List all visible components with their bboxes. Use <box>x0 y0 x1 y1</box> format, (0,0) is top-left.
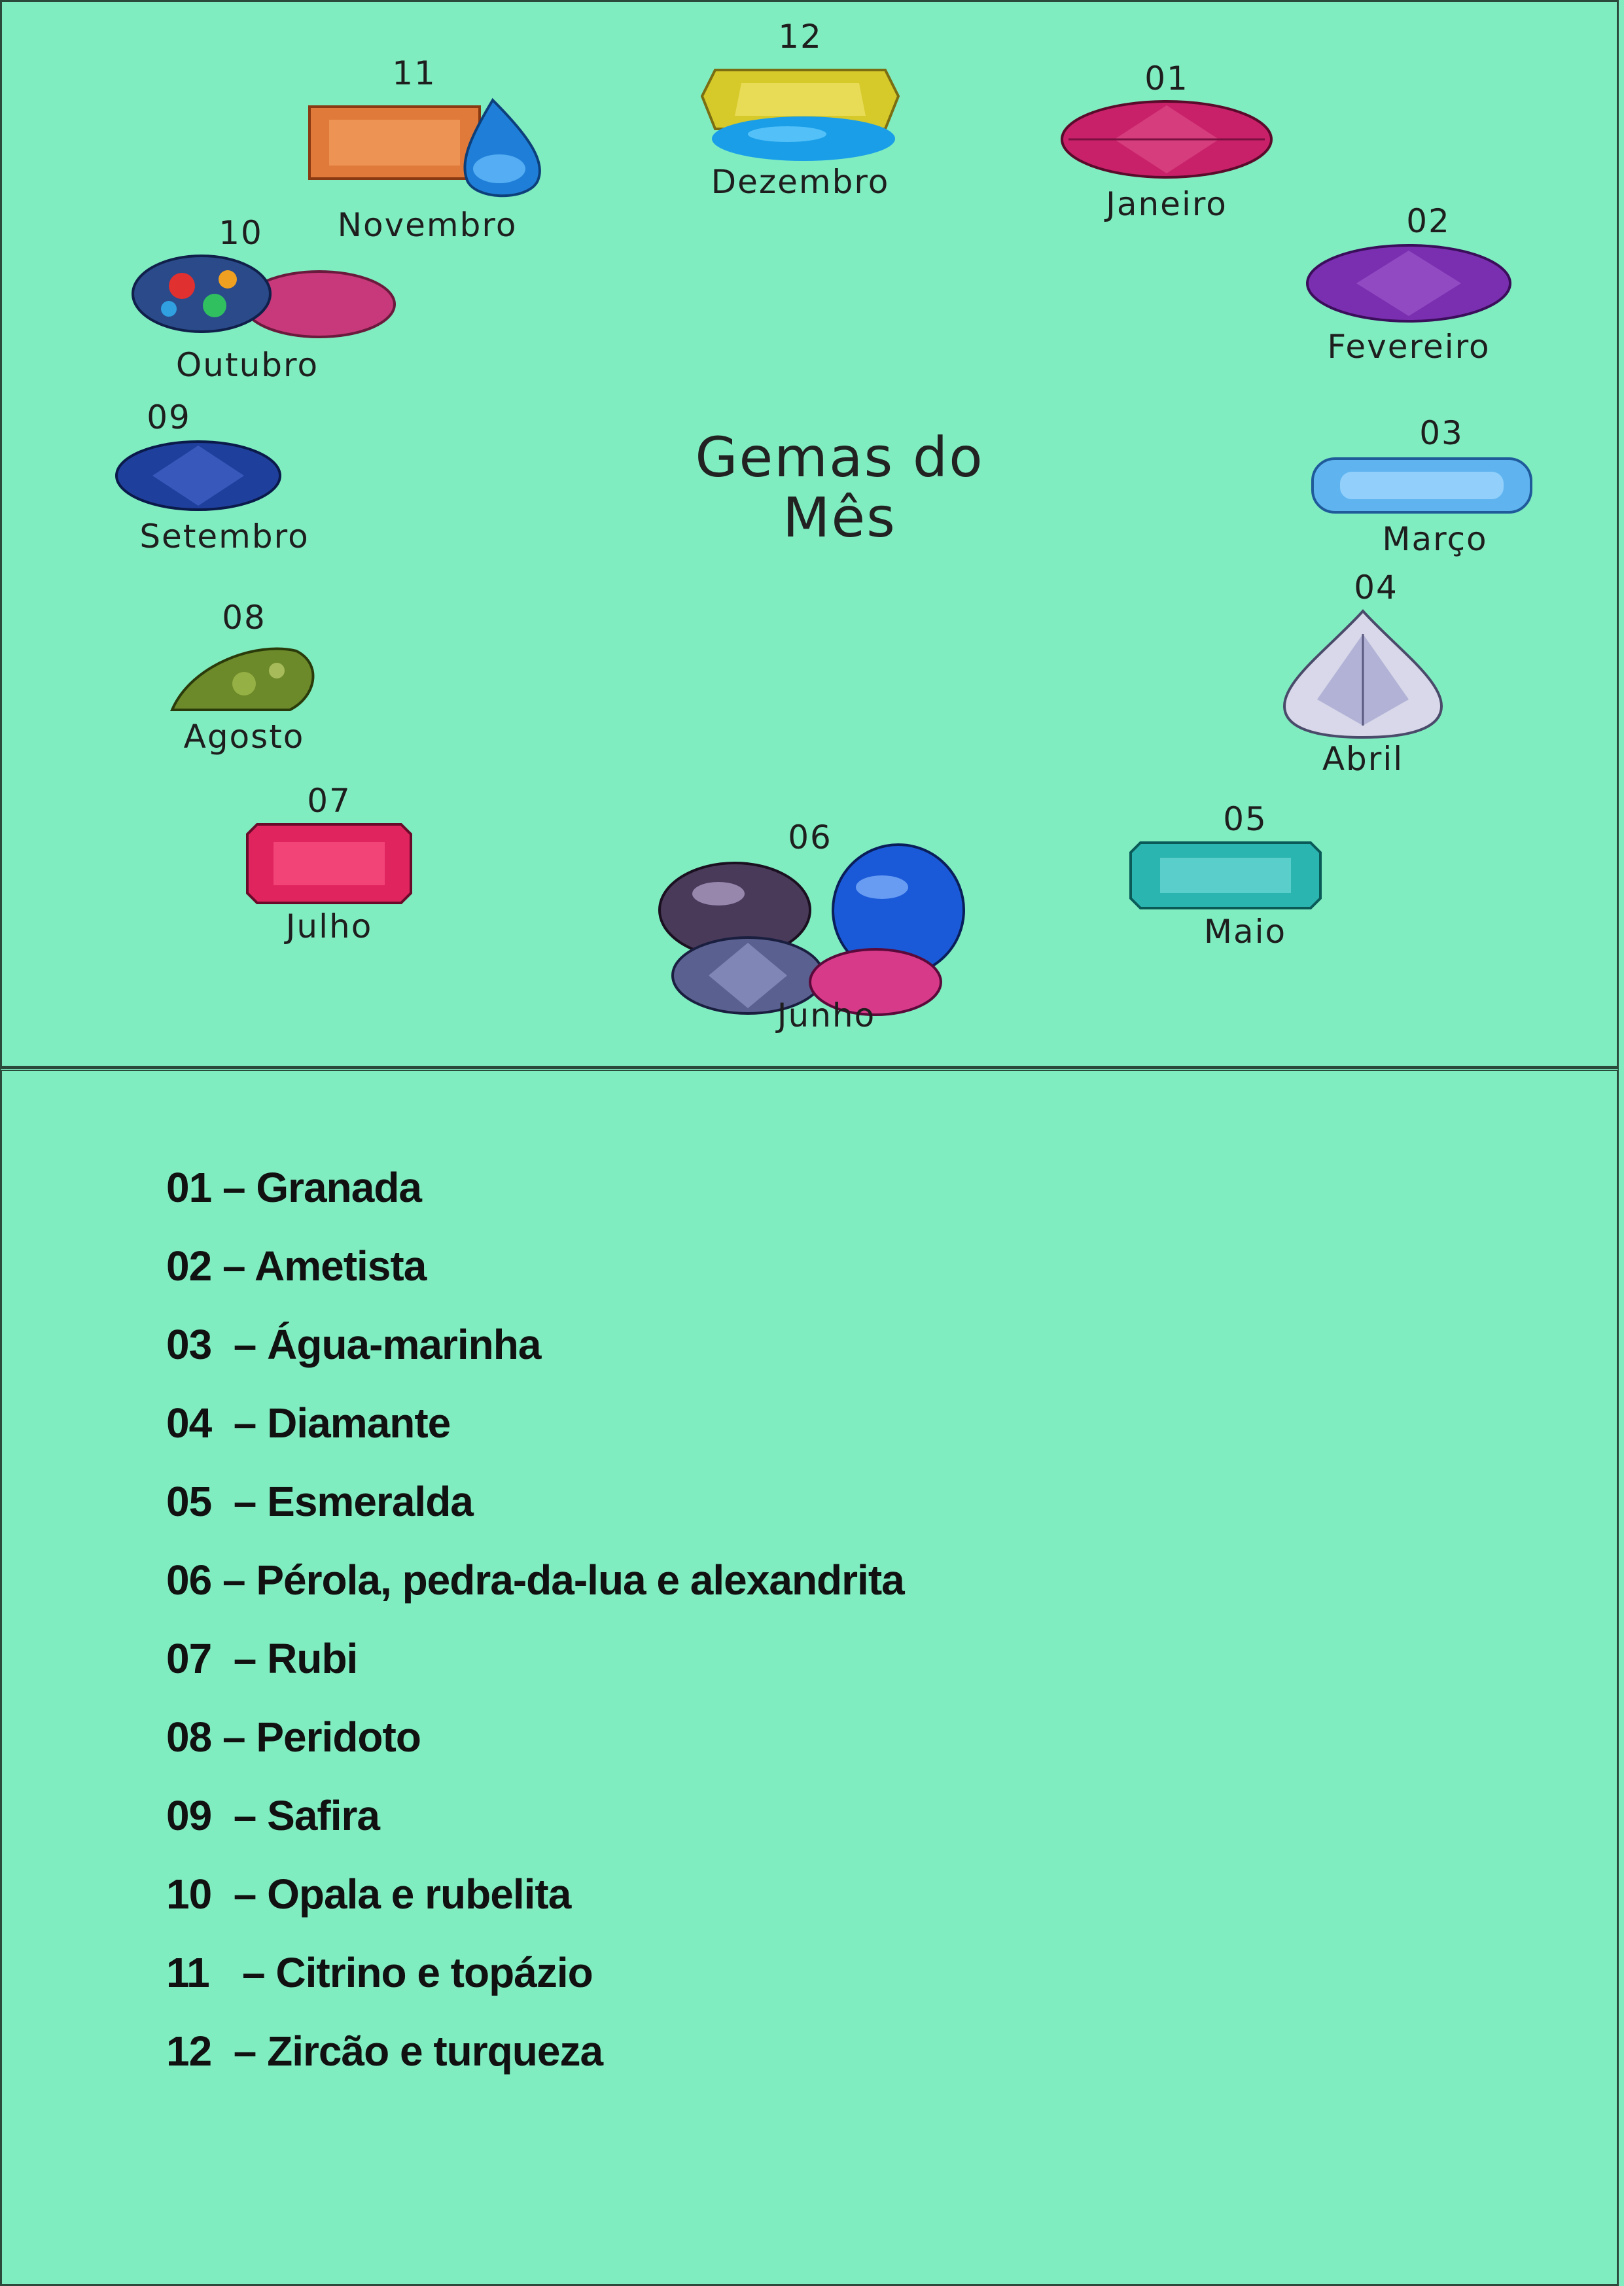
pearl-moonstone-alexandrite-gems-icon <box>656 858 970 1015</box>
month-number: 04 <box>1354 569 1398 607</box>
month-name: Junho <box>777 996 876 1034</box>
list-item: 11 – Citrino e topázio <box>166 1949 593 1996</box>
list-item: 01 – Granada <box>166 1164 421 1211</box>
citrine-topaz-gems-icon <box>303 94 552 205</box>
month-number: 01 <box>1144 60 1189 97</box>
title-line-1: Gemas do <box>695 425 984 489</box>
month-agosto <box>133 599 355 756</box>
gem-list <box>166 1148 904 2090</box>
month-number: 05 <box>1223 800 1267 838</box>
month-number: 09 <box>147 398 191 436</box>
ruby-emerald-cut-gem-icon <box>244 821 414 906</box>
emerald-cut-gem-icon <box>1127 839 1324 911</box>
title-line-2: Mês <box>783 485 896 550</box>
opal-rubellite-gems-icon <box>130 253 404 345</box>
month-name: Julho <box>285 907 373 945</box>
page-title <box>591 427 1088 548</box>
sapphire-oval-gem-icon <box>113 438 296 516</box>
list-item: 03 – Água-marinha <box>166 1321 541 1368</box>
month-abril <box>1258 569 1468 778</box>
aquamarine-cushion-gem-icon <box>1307 453 1536 519</box>
gem-chart-panel <box>0 0 1619 1068</box>
month-name: Março <box>1382 520 1488 558</box>
month-number: 08 <box>222 599 266 637</box>
zircon-turquoise-gems-icon <box>696 57 905 162</box>
list-item: 05 – Esmeralda <box>166 1478 473 1525</box>
month-julho <box>211 784 447 943</box>
month-name: Janeiro <box>1106 185 1227 223</box>
month-number: 02 <box>1406 202 1451 240</box>
month-name: Setembro <box>139 518 309 555</box>
list-item: 02 – Ametista <box>166 1242 427 1290</box>
month-name: Outubro <box>175 346 319 384</box>
month-setembro <box>100 398 349 555</box>
garnet-oval-gem-icon <box>1055 99 1278 184</box>
list-item: 04 – Diamante <box>166 1399 451 1447</box>
month-fevereiro <box>1284 202 1533 366</box>
month-number: 06 <box>788 818 832 856</box>
diamond-pear-gem-icon <box>1278 608 1448 739</box>
list-item: 09 – Safira <box>166 1792 380 1839</box>
month-outubro <box>120 214 414 384</box>
month-maio <box>1114 800 1337 951</box>
month-dezembro <box>696 18 905 201</box>
month-marco <box>1297 414 1546 558</box>
month-name: Fevereiro <box>1327 328 1491 366</box>
list-item: 07 – Rubi <box>166 1635 358 1682</box>
month-janeiro <box>1055 60 1278 223</box>
month-number: 03 <box>1419 414 1464 452</box>
list-item: 08 – Peridoto <box>166 1714 421 1761</box>
month-name: Maio <box>1203 913 1287 951</box>
month-number: 10 <box>219 214 263 252</box>
list-item: 12 – Zircão e turqueza <box>166 2028 603 2075</box>
month-name: Agosto <box>183 718 305 756</box>
list-item: 10 – Opala e rubelita <box>166 1871 571 1918</box>
month-novembro <box>296 54 558 244</box>
month-number: 11 <box>392 54 436 92</box>
amethyst-oval-gem-icon <box>1301 241 1517 326</box>
month-junho <box>656 818 970 1034</box>
peridot-trillion-gem-icon <box>166 638 323 716</box>
month-number: 07 <box>307 782 351 820</box>
month-name: Abril <box>1322 740 1404 778</box>
month-name: Dezembro <box>711 163 890 201</box>
month-name: Novembro <box>337 206 518 244</box>
list-item: 06 – Pérola, pedra-da-lua e alexandrita <box>166 1556 904 1604</box>
month-number: 12 <box>778 18 822 56</box>
